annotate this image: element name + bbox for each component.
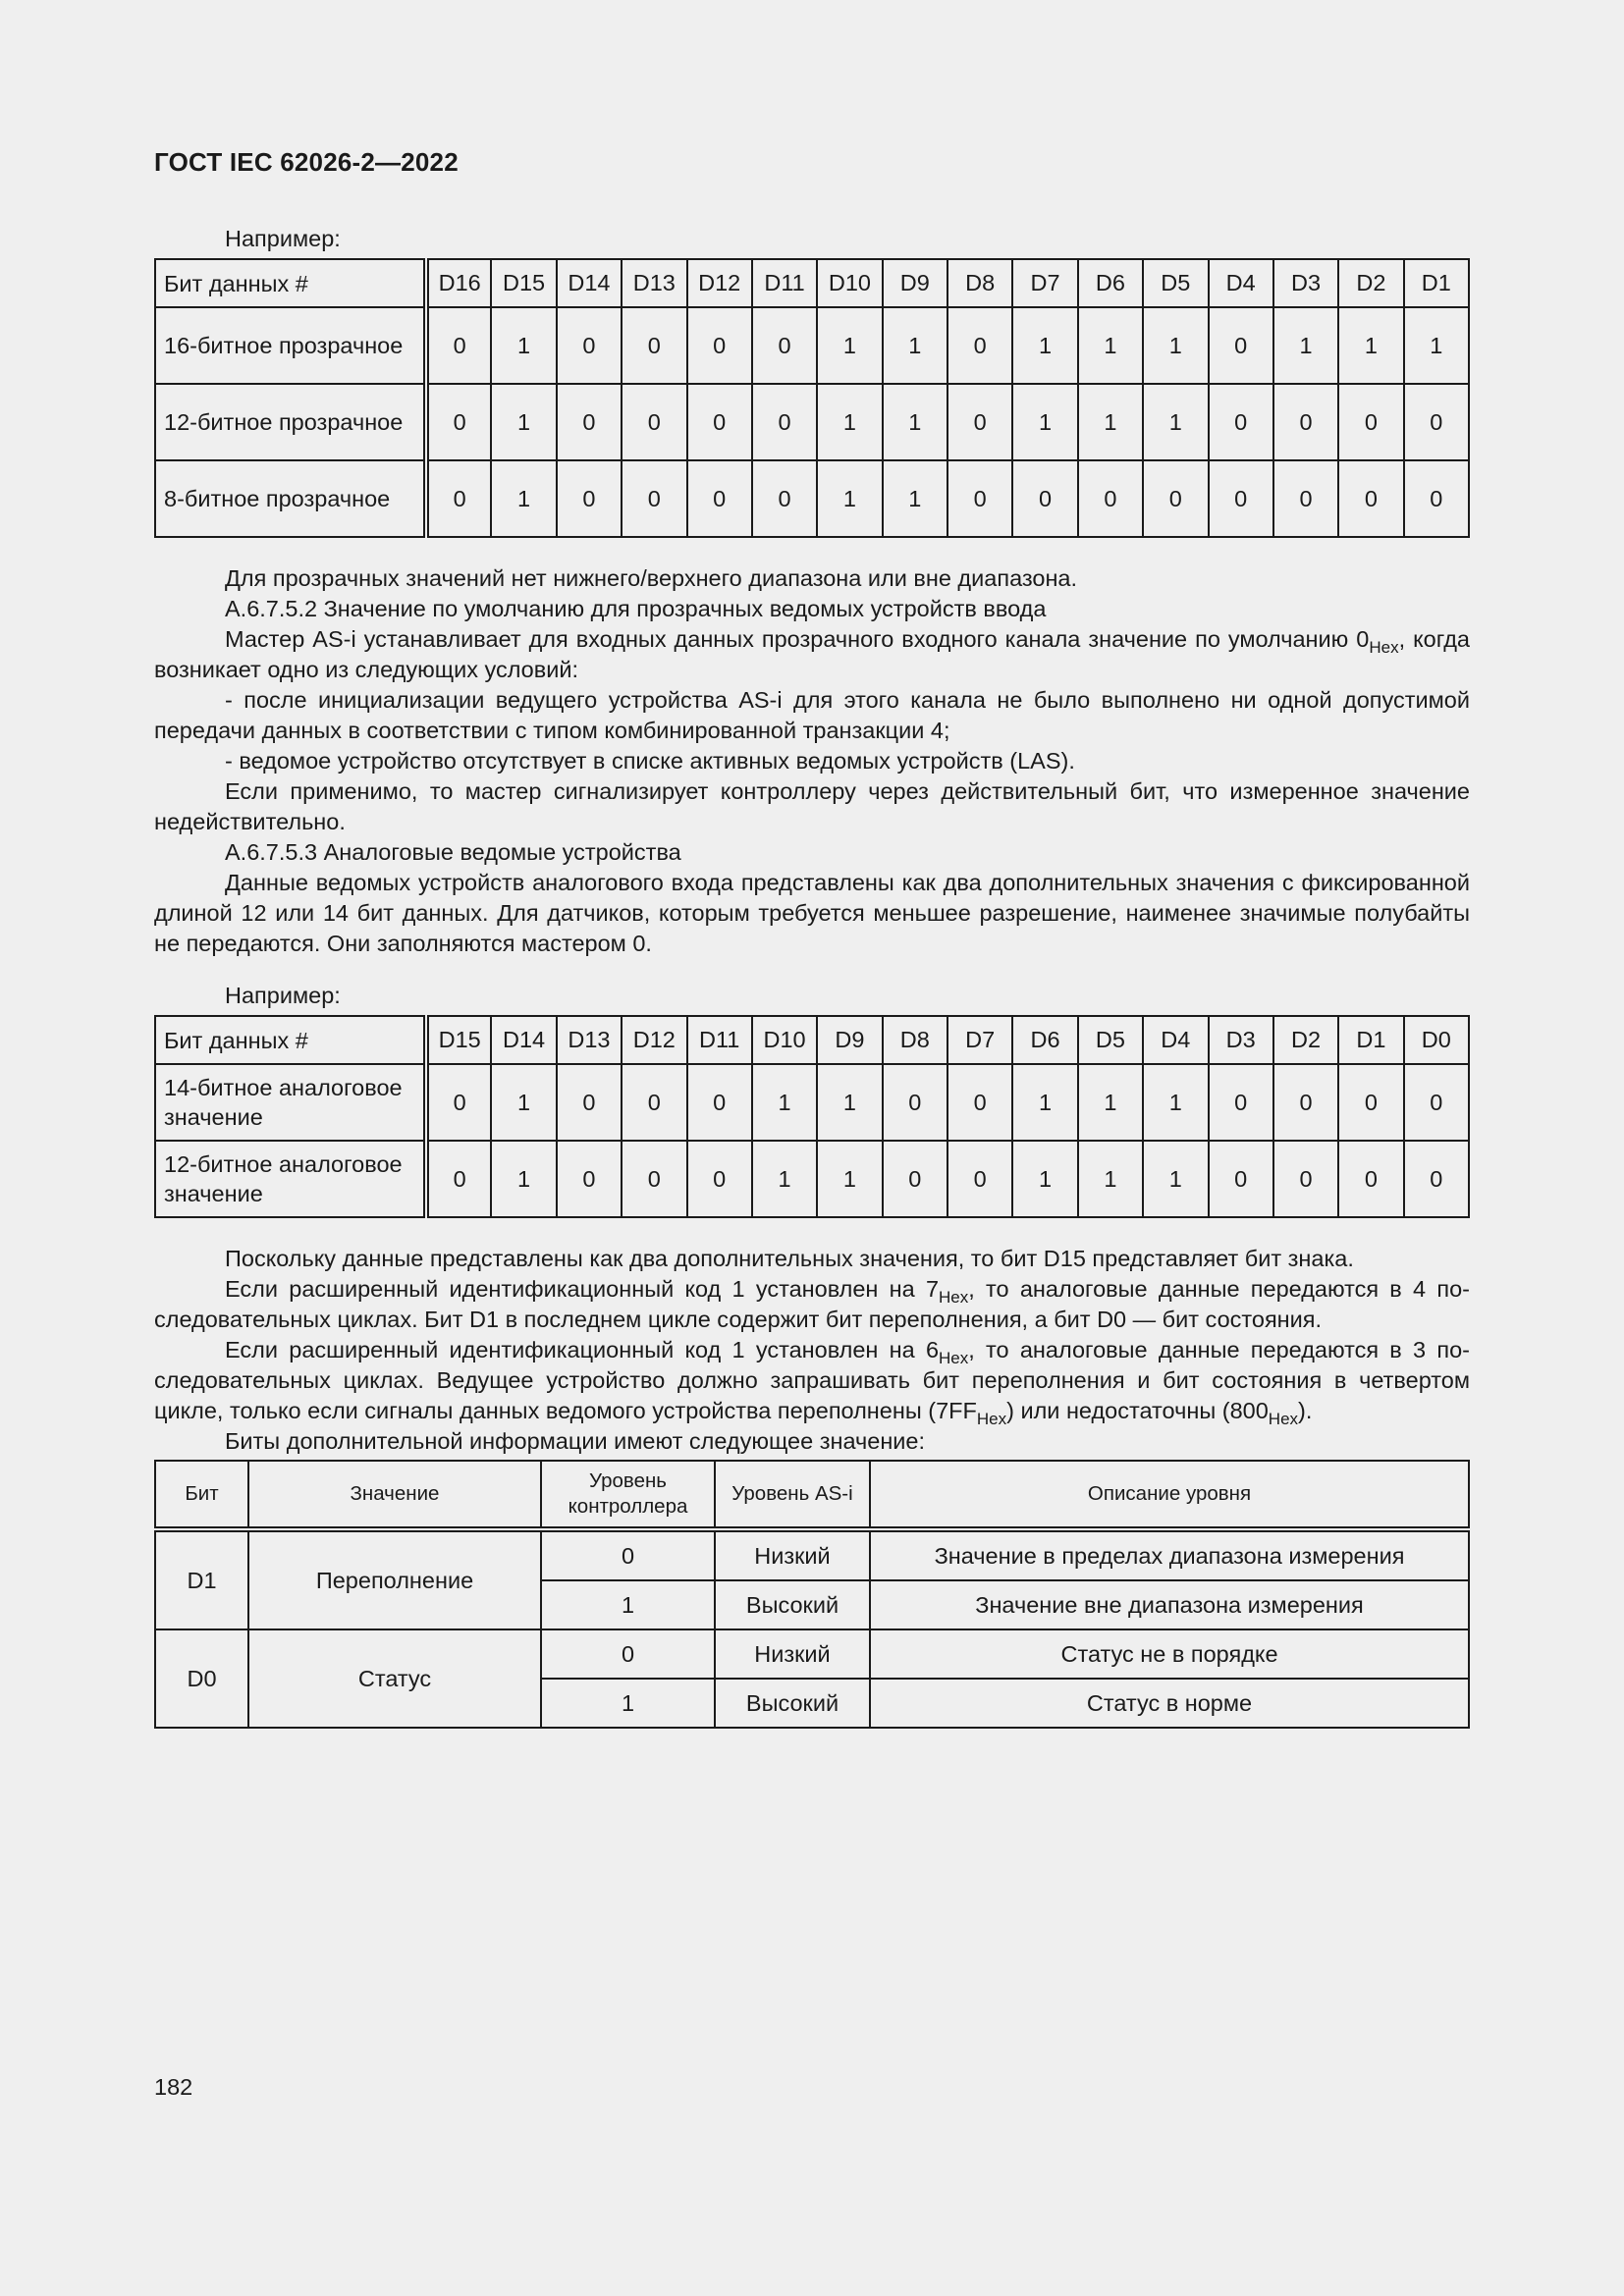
paragraph: Биты дополнительной информации имеют следующее значение: bbox=[225, 1428, 926, 1454]
paragraph bbox=[154, 1335, 1470, 1426]
column-header: D13 bbox=[557, 1016, 622, 1064]
column-header: D0 bbox=[1404, 1016, 1469, 1064]
bit-cell: 0 bbox=[557, 1141, 622, 1217]
bit-cell: 0 bbox=[1209, 1064, 1273, 1141]
bit-cell: 1 bbox=[1012, 384, 1077, 460]
bit-cell: 1 bbox=[491, 384, 556, 460]
bit-cell: 0 bbox=[687, 1141, 752, 1217]
table-header-row bbox=[155, 259, 1469, 307]
asi-level-cell: Низкий bbox=[715, 1529, 870, 1580]
bit-cell: 1 bbox=[491, 307, 556, 384]
subscript: Hex bbox=[1268, 1410, 1299, 1428]
meaning-cell: Переполнение bbox=[248, 1529, 541, 1629]
column-header: D15 bbox=[491, 259, 556, 307]
column-header: D4 bbox=[1209, 259, 1273, 307]
bit-cell: 0 bbox=[1209, 460, 1273, 537]
example-label-1: Например: bbox=[225, 226, 341, 251]
column-header: D16 bbox=[426, 259, 491, 307]
bit-cell: 1 bbox=[817, 460, 882, 537]
bit-cell: 0 bbox=[1012, 460, 1077, 537]
column-header: D11 bbox=[687, 1016, 752, 1064]
document-header: ГОСТ IEC 62026-2—2022 bbox=[154, 147, 459, 177]
header-controller-level: Уровень контроллера bbox=[541, 1461, 715, 1529]
column-header: D14 bbox=[557, 259, 622, 307]
paragraph: Поскольку данные представлены как два дополнительных значения, то бит D15 представляет бит знака. bbox=[225, 1246, 1354, 1271]
column-header: D10 bbox=[817, 259, 882, 307]
table-row bbox=[155, 1064, 1469, 1141]
column-header: D15 bbox=[426, 1016, 491, 1064]
bit-cell: 0 bbox=[1338, 1141, 1403, 1217]
bit-cell: 1 bbox=[883, 460, 947, 537]
bit-cell: 0 bbox=[1209, 307, 1273, 384]
bit-cell: 0 bbox=[557, 460, 622, 537]
text-run: , то аналоговые данные передаются в 4 последовательных циклах. Бит D1 в последнем цикле содержит бит переполнения, а бит D0 — бит состояния. bbox=[154, 1276, 1470, 1332]
bit-cell: 1 bbox=[817, 1141, 882, 1217]
header-meaning: Значение bbox=[248, 1461, 541, 1529]
bit-cell: 0 bbox=[947, 384, 1012, 460]
bit-cell: 0 bbox=[1338, 460, 1403, 537]
controller-level-cell: 1 bbox=[541, 1679, 715, 1728]
bit-cell: 0 bbox=[1404, 1064, 1469, 1141]
table-row bbox=[155, 384, 1469, 460]
page-content bbox=[154, 224, 1470, 1729]
bit-cell: 0 bbox=[1404, 460, 1469, 537]
bit-cell: 1 bbox=[1078, 307, 1143, 384]
page-number: 182 bbox=[154, 2074, 193, 2100]
asi-level-cell: Низкий bbox=[715, 1629, 870, 1679]
bit-cell: 0 bbox=[1404, 1141, 1469, 1217]
bit-cell: 1 bbox=[817, 384, 882, 460]
paragraph: Для прозрачных значений нет нижнего/верхнего диапазона или вне диапазона. bbox=[225, 565, 1078, 591]
bit-cell: 0 bbox=[557, 1064, 622, 1141]
bit-cell: 1 bbox=[1143, 307, 1208, 384]
bit-cell: 1 bbox=[1143, 1064, 1208, 1141]
spacer bbox=[154, 959, 1470, 981]
subscript: Hex bbox=[939, 1288, 969, 1307]
bit-cell: 0 bbox=[426, 384, 491, 460]
text-run: , когда возникает одно из следующих условий: bbox=[154, 626, 1470, 682]
header-label: Бит данных # bbox=[155, 259, 426, 307]
bit-cell: 1 bbox=[752, 1141, 817, 1217]
bit-cell: 0 bbox=[1143, 460, 1208, 537]
asi-level-cell: Высокий bbox=[715, 1679, 870, 1728]
column-header: D1 bbox=[1404, 259, 1469, 307]
column-header: D9 bbox=[817, 1016, 882, 1064]
info-bits-table bbox=[154, 1460, 1470, 1729]
bit-cell: 0 bbox=[1338, 1064, 1403, 1141]
column-header: D1 bbox=[1338, 1016, 1403, 1064]
bit-cell: 1 bbox=[1143, 384, 1208, 460]
bit-cell: 1 bbox=[491, 1064, 556, 1141]
bit-cell: 0 bbox=[1404, 384, 1469, 460]
bit-cell: 0 bbox=[947, 307, 1012, 384]
section-heading: А.6.7.5.2 Значение по умолчанию для прозрачных ведомых устройств ввода bbox=[225, 596, 1047, 621]
table-header-row bbox=[155, 1461, 1469, 1529]
column-header: D3 bbox=[1209, 1016, 1273, 1064]
bit-cell: 1 bbox=[1012, 1141, 1077, 1217]
column-header: D13 bbox=[622, 259, 686, 307]
bit-cell: D1 bbox=[155, 1529, 248, 1629]
bit-cell: 1 bbox=[883, 384, 947, 460]
bit-cell: 0 bbox=[687, 307, 752, 384]
example-label-2: Например: bbox=[225, 983, 341, 1008]
paragraph bbox=[154, 1274, 1470, 1335]
bit-cell: 1 bbox=[1078, 1141, 1143, 1217]
text-run: , то аналоговые данные передаются в 3 последовательных циклах. Ведущее устройство должно запрашивать бит переполнения и бит состояния в четвертом цикле, только если сигналы данных ведомого устройства переполнены (7FF bbox=[154, 1337, 1470, 1423]
column-header: D12 bbox=[622, 1016, 686, 1064]
bit-cell: 0 bbox=[687, 384, 752, 460]
text-run: Если расширенный идентификационный код 1 установлен на 7 bbox=[225, 1276, 940, 1302]
bit-cell: 0 bbox=[426, 307, 491, 384]
bit-cell: 0 bbox=[622, 1141, 686, 1217]
bit-cell: 0 bbox=[1273, 460, 1338, 537]
row-label: 12-битное аналоговое значение bbox=[155, 1141, 426, 1217]
row-label: 12-битное прозрачное bbox=[155, 384, 426, 460]
bit-cell: 1 bbox=[1078, 384, 1143, 460]
bit-cell: 0 bbox=[426, 1064, 491, 1141]
text-run: Мастер AS-i устанавливает для входных данных прозрачного входного канала значение по умолчанию 0 bbox=[225, 626, 1370, 652]
section-heading: А.6.7.5.3 Аналоговые ведомые устройства bbox=[225, 839, 681, 865]
bit-cell: 0 bbox=[883, 1141, 947, 1217]
bit-cell: 1 bbox=[1012, 1064, 1077, 1141]
subscript: Hex bbox=[976, 1410, 1007, 1428]
bit-cell: 0 bbox=[947, 1141, 1012, 1217]
subscript: Hex bbox=[939, 1349, 969, 1367]
bit-cell: 0 bbox=[947, 1064, 1012, 1141]
asi-level-cell: Высокий bbox=[715, 1580, 870, 1629]
controller-level-cell: 0 bbox=[541, 1629, 715, 1679]
bit-cell: 1 bbox=[1273, 307, 1338, 384]
paragraph: Если применимо, то мастер сигнализирует контроллеру через действительный бит, что измеренное значение недействительно. bbox=[154, 778, 1470, 834]
row-label: 8-битное прозрачное bbox=[155, 460, 426, 537]
table-header-row bbox=[155, 1016, 1469, 1064]
paragraph: Данные ведомых устройств аналогового входа представлены как два дополнительных значения с фиксированной длиной 12 или 14 бит данных. Для датчиков, которым требуется меньшее разрешение, наименее значимые полубайты не передаются. Они заполняются мастером 0. bbox=[154, 870, 1470, 956]
column-header: D2 bbox=[1273, 1016, 1338, 1064]
text-run: ). bbox=[1298, 1398, 1313, 1423]
bit-cell: 1 bbox=[1078, 1064, 1143, 1141]
bit-cell: 0 bbox=[1273, 384, 1338, 460]
column-header: D3 bbox=[1273, 259, 1338, 307]
bit-cell: 1 bbox=[1143, 1141, 1208, 1217]
column-header: D6 bbox=[1078, 259, 1143, 307]
column-header: D8 bbox=[947, 259, 1012, 307]
bit-cell: 0 bbox=[1209, 384, 1273, 460]
bit-cell: 1 bbox=[1338, 307, 1403, 384]
column-header: D6 bbox=[1012, 1016, 1077, 1064]
list-item: - после инициализации ведущего устройства AS-i для этого канала не было выполнено ни одной допустимой передачи данных в соответствии с типом комбинированной транзакции 4; bbox=[154, 687, 1470, 743]
bit-cell: 0 bbox=[1273, 1064, 1338, 1141]
table-row bbox=[155, 1141, 1469, 1217]
bit-cell: 1 bbox=[817, 1064, 882, 1141]
column-header: D5 bbox=[1078, 1016, 1143, 1064]
list-item: - ведомое устройство отсутствует в списке активных ведомых устройств (LAS). bbox=[225, 748, 1075, 774]
bit-cell: 1 bbox=[752, 1064, 817, 1141]
bit-cell: 0 bbox=[426, 1141, 491, 1217]
header-description: Описание уровня bbox=[870, 1461, 1469, 1529]
column-header: D11 bbox=[752, 259, 817, 307]
column-header: D8 bbox=[883, 1016, 947, 1064]
meaning-cell: Статус bbox=[248, 1629, 541, 1728]
table-row bbox=[155, 1629, 1469, 1679]
column-header: D10 bbox=[752, 1016, 817, 1064]
column-header: D12 bbox=[687, 259, 752, 307]
table-row bbox=[155, 460, 1469, 537]
bit-cell: 0 bbox=[622, 1064, 686, 1141]
bit-cell: 1 bbox=[817, 307, 882, 384]
bit-cell: 0 bbox=[622, 384, 686, 460]
description-cell: Значение вне диапазона измерения bbox=[870, 1580, 1469, 1629]
column-header: D14 bbox=[491, 1016, 556, 1064]
bit-cell: 0 bbox=[426, 460, 491, 537]
description-cell: Статус не в порядке bbox=[870, 1629, 1469, 1679]
column-header: D7 bbox=[1012, 259, 1077, 307]
text-run: ) или недостаточны (800 bbox=[1006, 1398, 1269, 1423]
column-header: D2 bbox=[1338, 259, 1403, 307]
bit-cell: 1 bbox=[491, 460, 556, 537]
subscript: Hex bbox=[1369, 638, 1399, 657]
row-label: 14-битное аналоговое значение bbox=[155, 1064, 426, 1141]
bit-cell: 0 bbox=[1209, 1141, 1273, 1217]
column-header: D9 bbox=[883, 259, 947, 307]
table-row bbox=[155, 1529, 1469, 1580]
column-header: D7 bbox=[947, 1016, 1012, 1064]
row-label: 16-битное прозрачное bbox=[155, 307, 426, 384]
bit-cell: 1 bbox=[491, 1141, 556, 1217]
analog-bits-table bbox=[154, 1015, 1470, 1218]
bit-cell: 1 bbox=[883, 307, 947, 384]
bit-cell: 0 bbox=[687, 460, 752, 537]
bit-cell: 1 bbox=[1012, 307, 1077, 384]
controller-level-cell: 0 bbox=[541, 1529, 715, 1580]
text-run: Если расширенный идентификационный код 1 установлен на 6 bbox=[225, 1337, 940, 1362]
paragraph bbox=[154, 624, 1470, 685]
bit-cell: 0 bbox=[1338, 384, 1403, 460]
bit-cell: 0 bbox=[687, 1064, 752, 1141]
bit-cell: 0 bbox=[1078, 460, 1143, 537]
bit-cell: 1 bbox=[1404, 307, 1469, 384]
bit-cell: 0 bbox=[622, 307, 686, 384]
description-cell: Значение в пределах диапазона измерения bbox=[870, 1529, 1469, 1580]
bit-cell: 0 bbox=[947, 460, 1012, 537]
header-asi-level: Уровень AS-i bbox=[715, 1461, 870, 1529]
bit-cell: 0 bbox=[752, 307, 817, 384]
bit-cell: 0 bbox=[883, 1064, 947, 1141]
column-header: D5 bbox=[1143, 259, 1208, 307]
bit-cell: 0 bbox=[622, 460, 686, 537]
bit-cell: 0 bbox=[1273, 1141, 1338, 1217]
column-header: D4 bbox=[1143, 1016, 1208, 1064]
bit-cell: 0 bbox=[752, 384, 817, 460]
description-cell: Статус в норме bbox=[870, 1679, 1469, 1728]
header-label: Бит данных # bbox=[155, 1016, 426, 1064]
bit-cell: D0 bbox=[155, 1629, 248, 1728]
bit-cell: 0 bbox=[752, 460, 817, 537]
transparent-bits-table bbox=[154, 258, 1470, 538]
controller-level-cell: 1 bbox=[541, 1580, 715, 1629]
header-bit: Бит bbox=[155, 1461, 248, 1529]
bit-cell: 0 bbox=[557, 307, 622, 384]
table-row bbox=[155, 307, 1469, 384]
bit-cell: 0 bbox=[557, 384, 622, 460]
